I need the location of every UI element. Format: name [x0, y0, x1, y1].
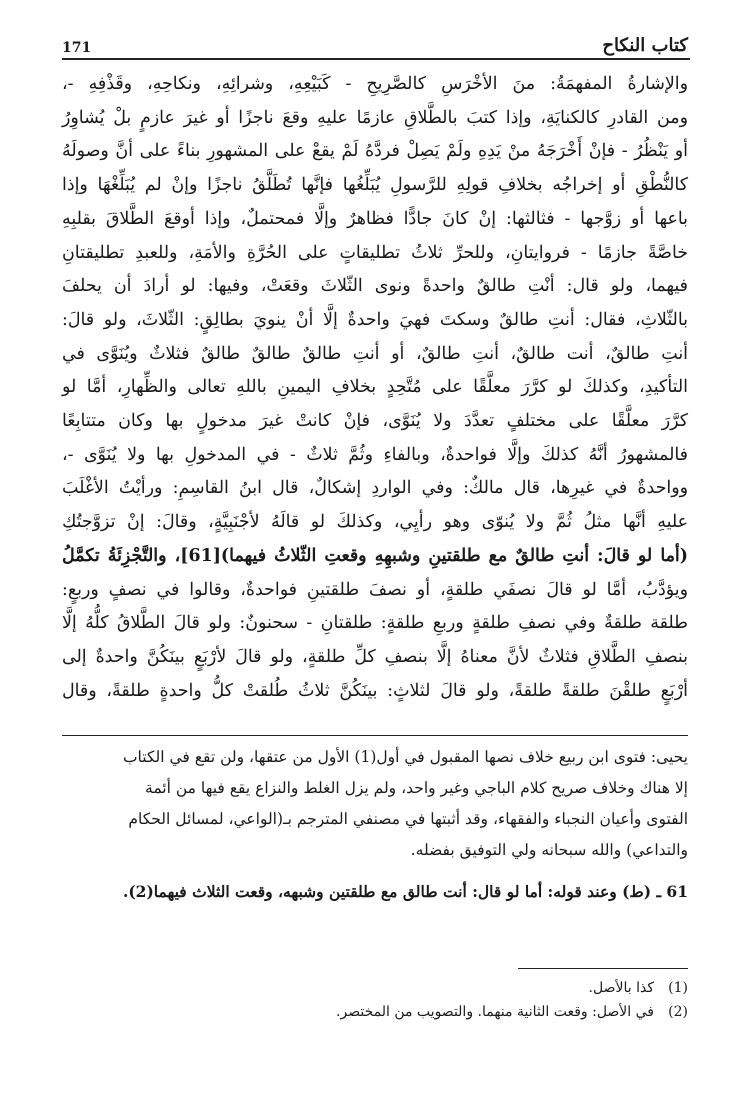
page-number: 171	[62, 40, 92, 56]
note-line: الفتوى وأعيان النجباء والفقهاء، وقد أثبتها في مصنفي المترجم بـ(الواعي، لمسائل الحكام	[128, 810, 688, 828]
body-line: كرَّرَ معلَّقًا على مختلفٍ تعدَّدَ ولا يُنَوَّى، فإنْ كانتْ غيرَ مدخولٍ بها وكان متتابِعًا	[62, 411, 688, 432]
note-line-bold: 61 ـ (ط) وعند قوله: أما لو قال: أنت طالق مع طلقتين وشبهه، وقعت الثلاث فيهما(2).	[122, 882, 688, 901]
body-line: أو يَنْظُرُ - فإنْ أَخْرَجَهُ منْ يَدِهِ ولَمْ يَصِلْ فردَّهُ لَمْ يقعْ على المشهورِ بناءً على أنَّ وصولَهُ	[62, 141, 688, 162]
body-line: كالنُّطْقِ أو إخراجُه بخلافِ قولِهِ للرَّسولِ يُبَلِّغُها فإنَّها تُطَلَّقُ ناجزًا وإنْ لم يُبَلِّغْهَا وإذا	[62, 175, 688, 196]
body-line: التأكيدِ، وكذلكَ لو كرَّرَ معلَّقًا على مُتَّحِدٍ بخلافِ اليمينِ باللهِ تعالى والظِّهارِ، أمَّا لو	[62, 377, 688, 398]
commentary-notes	[62, 742, 688, 907]
note-line: إلا هناك وخلاف صريح كلام الباجي وغير واحد، ولم يزل الغلط والنزاع يقع فيها من أئمة	[145, 779, 688, 797]
footnote-text: في الأصل: وقعت الثانية منهما. والتصويب من المختصر.	[336, 1004, 654, 1020]
body-line: طلقة طلقةٌ وفي نصفِ طلقةٍ وربعِ طلقةٍ: طلقتانِ - سحنونٌ: ولو قالَ الطَّلاقُ كلُّهُ إلَّا	[62, 613, 688, 634]
main-text	[62, 68, 688, 708]
body-line: عليهِ أنَّها مثلُ ثُمَّ ولا يُنوّى وهو رأيِي، وكذلكَ لو قالَهُ لأجْنَبِيَّةٍ، وقالَ: إنْ تزوَّجتُكِ	[62, 512, 688, 533]
body-line-bold: (أما لو قالَ: أنتِ طالقٌ مع طلقتينِ وشبهِهِ وقعتِ الثّلاثُ فيهما)[61]، والتَّجْزِئَةُ تكمَّلُ	[62, 545, 688, 566]
body-line: ومن القادرِ كالكنايَةِ، وإذا كتبَ بالطَّلاقِ عازمًا عليهِ وقعَ ناجزًا أو غيرَ عازمٍ بلْ يُشاوِرُ	[62, 107, 688, 128]
body-line: فيهما، ولو قال: أنْتِ طالقٌ واحدةً ونوى الثّلاثَ وقعَتْ، وفيها: لو أرادَ أن يحلفَ	[62, 276, 688, 297]
body-line: أرْبَعٍ طلقْنَ طلقةً طلقةً، ولو قالَ لثلاثٍ: بينَكُنَّ ثلاثُ طُلقتْ كلُّ واحدةٍ طلقةً، وقال	[62, 680, 688, 701]
note-line: يحيى: فتوى ابن ربيع خلاف نصها المقبول في أول(1) الأول من عتقها، ولن تقع في الكتاب	[122, 748, 688, 766]
footnote-number: (1)	[668, 980, 688, 996]
body-line: ويؤدَّبُ، أمَّا لو قالَ نصفَي طلقةٍ، أو نصفَ طلقتينِ فواحدةٌ، وقالوا في نصفٍ وربعٍ:	[62, 579, 688, 600]
notes-separator	[62, 735, 688, 736]
body-line: خاصَّةً جازمًا - فروايتانِ، وللحرِّ ثلاثُ تطليقاتٍ على الحُرَّةِ والأمَةِ، وللعبدِ تطليقتانِ	[62, 242, 688, 263]
body-line: وواحدةٌ في غيرِها، قال مالكٌ: وفي الواردِ إشكالٌ، قال ابنُ القاسِمِ: ورأيْتُ الأغْلَبَ	[62, 478, 688, 499]
body-line: بالثّلاثِ، فقال: أنتِ طالقٌ وسكتَ فهيَ واحدةٌ إلَّا أنْ ينويَ بطالِقٍ: الثّلاثَ، ولو قالَ:	[62, 309, 688, 330]
page-header	[62, 22, 688, 56]
body-line: والإشارةُ المفهمَةُ: منَ الأخْرَسِ كالصَّرِيحِ - كَبَيْعِهِ، وشرائِهِ، ونكاحِهِ، وقَذْفِهِ -،	[62, 74, 688, 94]
body-line: باعها أو زوَّجها - فثالثها: إنْ كانَ جادًّا فظاهرٌ وإلَّا فمحتملٌ، وإذا أوقعَ الطَّلاقَ بقلبِهِ	[62, 208, 688, 229]
footnote	[62, 1000, 688, 1024]
body-line: فالمشهورُ أنَّهُ كذلكَ وإلَّا فواحدةٌ، وبالفاءِ وثُمَّ ثلاثٌ - في المدخولِ بها ولا يُنَوَّى -،	[62, 444, 688, 465]
header-rule	[62, 58, 690, 60]
footnotes	[62, 976, 688, 1024]
footnote	[62, 976, 688, 1000]
running-title: كتاب النكاح	[602, 35, 688, 56]
body-line: أنتِ طالقٌ، أنت طالقٌ، أنتِ طالقٌ، أو أنتِ طالقٌ طالقٌ طالقٌ فثلاثٌ ويُنَوَّى في	[62, 343, 688, 364]
footnote-text: كذا بالأصل.	[588, 980, 654, 996]
note-line: والتداعي) والله سبحانه ولي التوفيق بفضله.	[410, 841, 688, 859]
footnote-separator	[518, 968, 688, 969]
body-line: بنصفِ الطَّلاقِ فثلاثٌ لأنَّ معناهُ إلَّا بنصفِ كلِّ طلقةٍ، ولو قالَ لأرْبَعٍ بينَكُنَّ واحدةٌ إلى	[62, 646, 688, 667]
footnote-number: (2)	[668, 1004, 688, 1020]
